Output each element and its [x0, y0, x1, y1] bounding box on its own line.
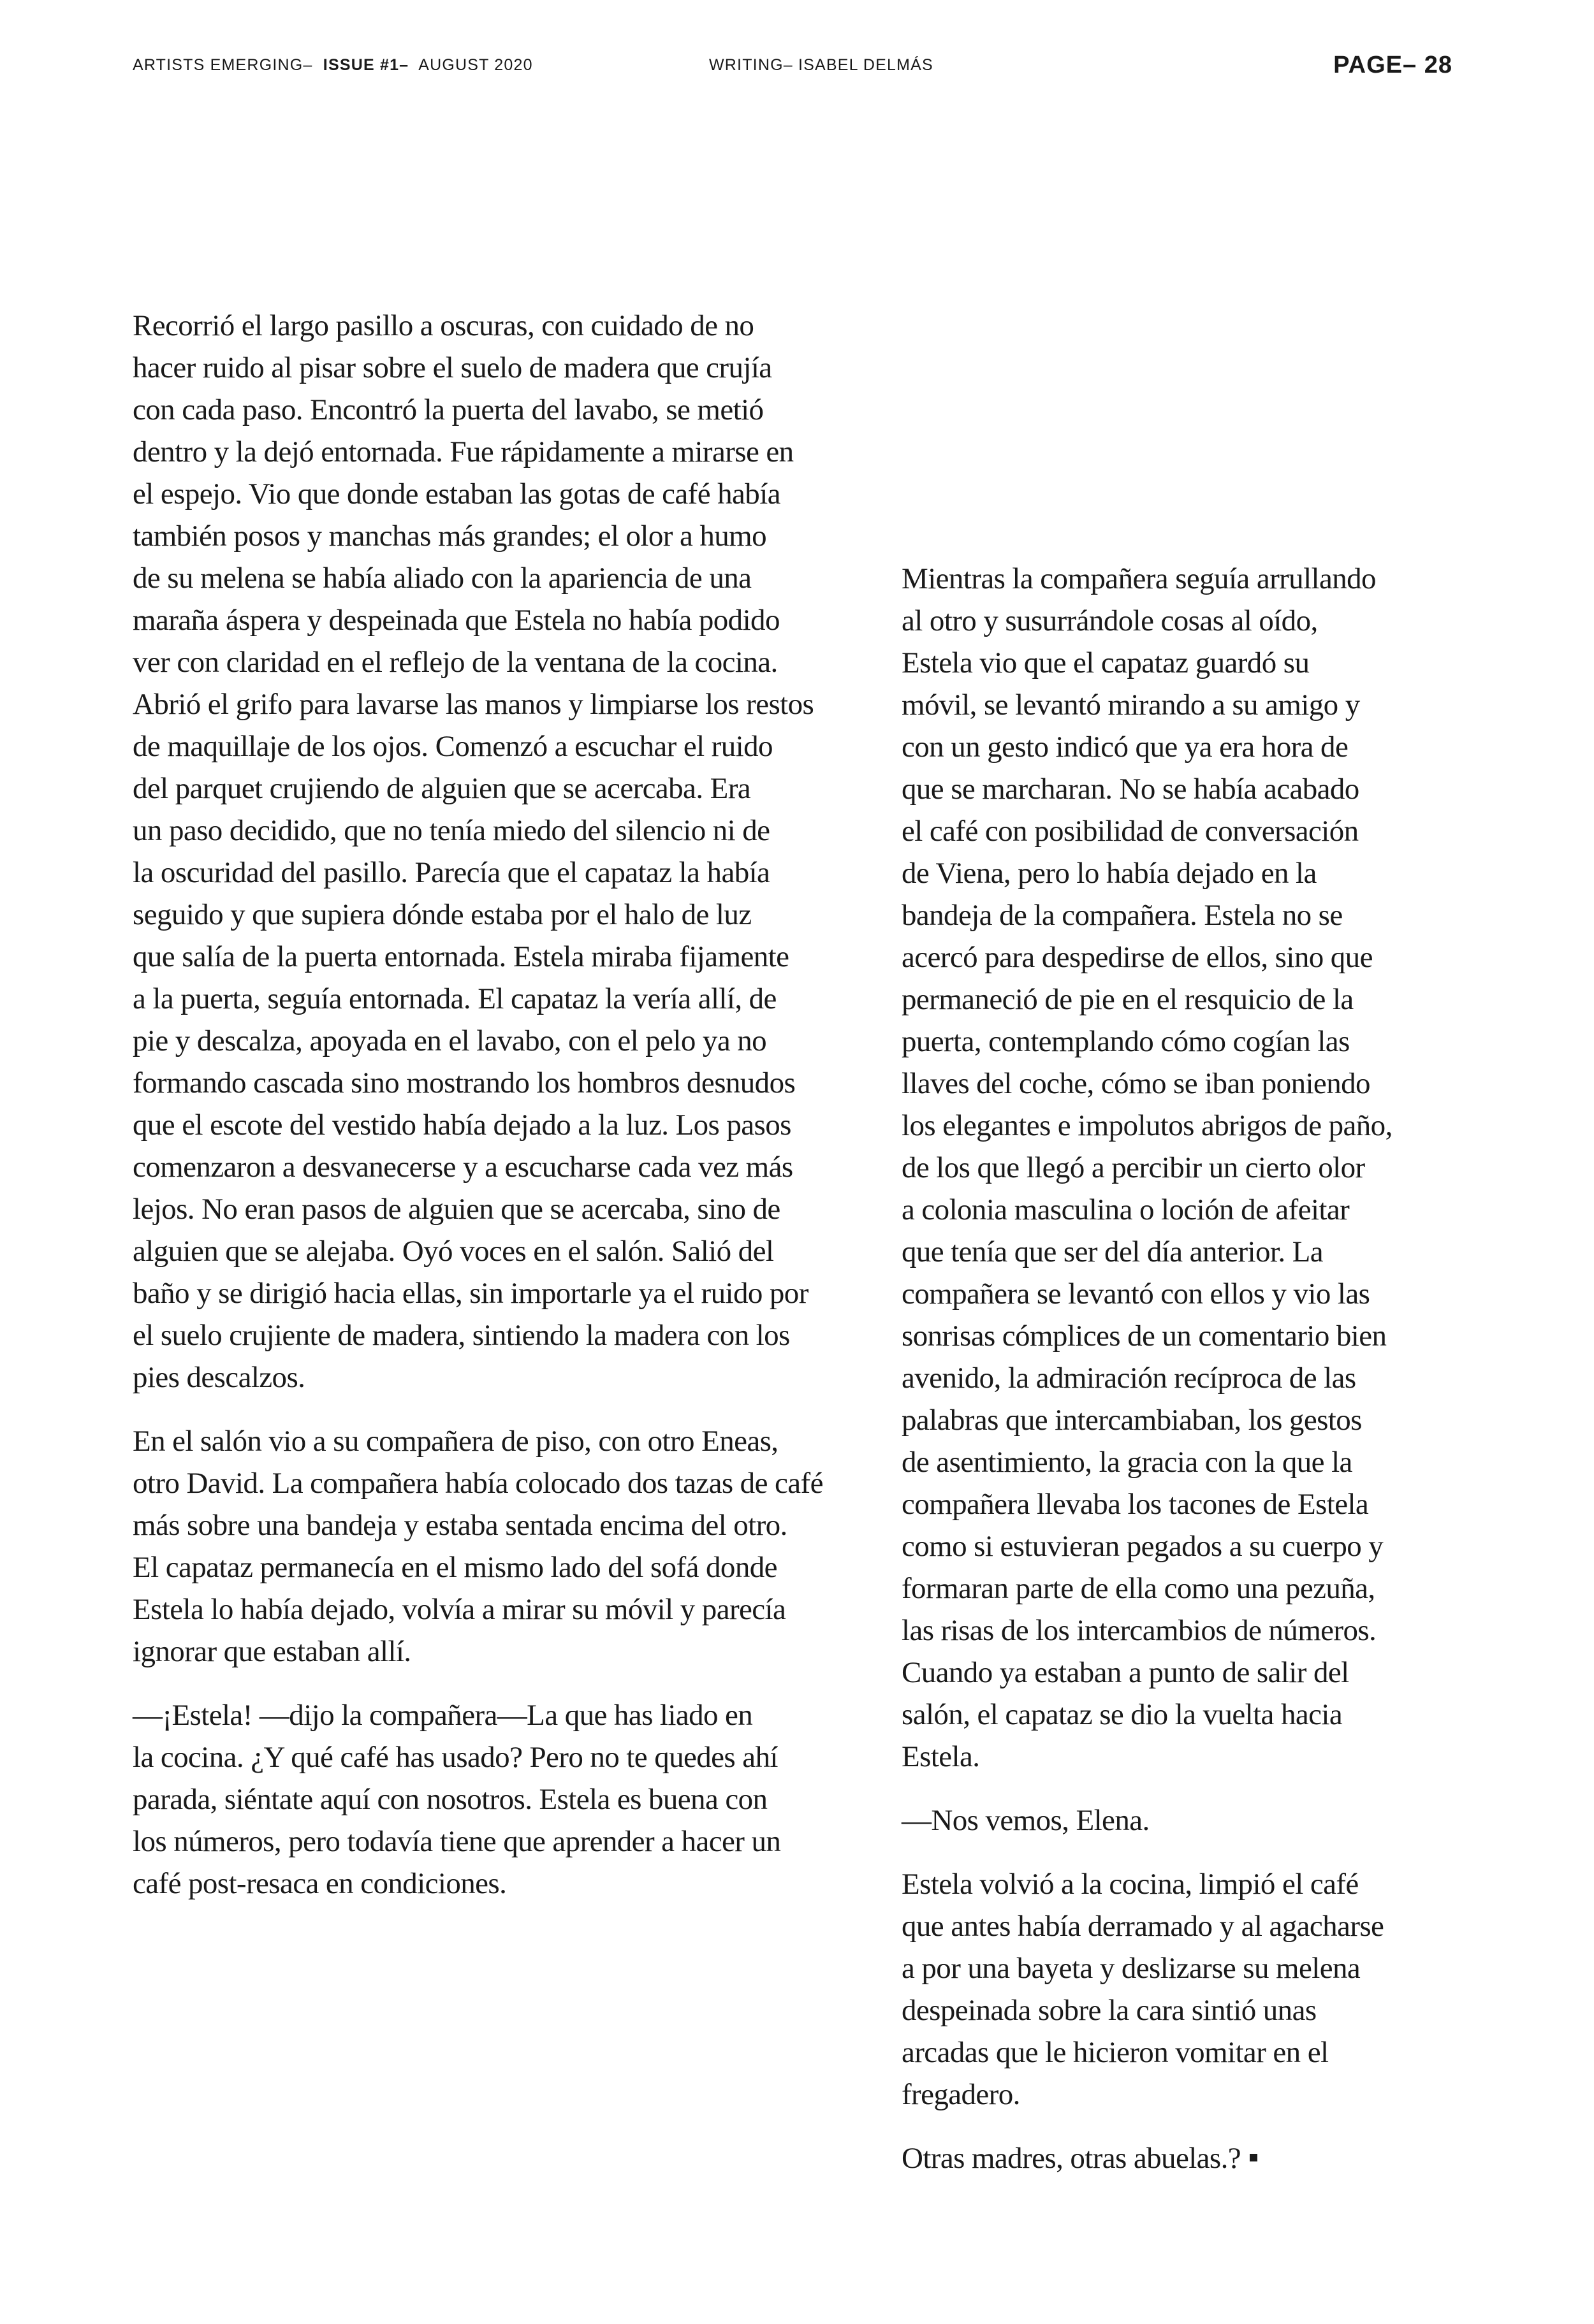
paragraph: —¡Estela! —dijo la compañera—La que has liado en la cocina. ¿Y qué café has usado? Pero no te quedes ahí parada, siéntate aquí con nosotros. Estela es buena con los números, pero todavía tiene que aprender a hacer un café post-resaca en condiciones. — [133, 1699, 781, 1900]
paragraph: Recorrió el largo pasillo a oscuras, con cuidado de no hacer ruido al pisar sobre el suelo de madera que crujía con cada paso. Encontró la puerta del lavabo, se metió dentro y la dejó entornada. Fue rápidamente a mirarse en el espejo. Vio que donde estaban las gotas de café había también posos y manchas más grandes; el olor a humo de su melena se había aliado con la apariencia de una maraña áspera y despeinada que Estela no había podido ver con claridad en el reflejo de la ventana de la cocina. Abrió el grifo para lavarse las manos y limpiarse los restos de maquillaje de los ojos. Comenzó a escuchar el ruido del parquet crujiendo de alguien que se acercaba. Era un paso decidido, que no tenía miedo del silencio ni de la oscuridad del pasillo. Parecía que el capataz la había seguido y que supiera dónde estaba por el halo de luz que salía de la puerta entornada. Estela miraba fijamente a la puerta, seguía entornada. El capataz la vería allí, de pie y descalza, apoyada en el lavabo, con el pelo ya no formando cascada sino mostrando los hombros desnudos que el escote del vestido había dejado a la luz. Los pasos comenzaron a desvanecerse y a escucharse cada vez más lejos. No eran pasos de alguien que se acercaba, sino de alguien que se alejaba. Oyó voces en el salón. Salió del baño y se dirigió hacia ellas, sin importarle ya el ruido por el suelo crujiente de madera, sintiendo la madera con los pies descalzos. — [133, 309, 814, 1394]
page-number: PAGE– 28 — [1333, 52, 1452, 78]
magazine-name: ARTISTS EMERGING– — [133, 56, 313, 74]
page-header — [0, 54, 1594, 92]
paragraph: —Nos vemos, Elena. — [902, 1804, 1150, 1837]
paragraph: Mientras la compañera seguía arrullando al otro y susurrándole cosas al oído, Estela vio que el capataz guardó su móvil, se levantó mirando a su amigo y con un gesto indicó que ya era hora de que se marcharan. No se había acabado el café con posibilidad de conversación de Viena, pero lo había dejado en la bandeja de la compañera. Estela no se acercó para despedirse de ellos, sino que permaneció de pie en el resquicio de la puerta, contemplando cómo cogían las llaves del coche, cómo se iban poniendo los elegantes e impolutos abrigos de paño, de los que llegó a percibir un cierto olor a colonia masculina o loción de afeitar que tenía que ser del día anterior. La compañera se levantó con ellos y vio las sonrisas cómplices de un comentario bien avenido, la admiración recíproca de las palabras que intercambiaban, los gestos de asentimiento, la gracia con la que la compañera llevaba los tacones de Estela como si estuvieran pegados a su cuerpo y formaran parte de ella como una pezuña, las risas de los intercambios de números. Cuando ya estaban a punto de salir del salón, el capataz se dio la vuelta hacia Estela. — [902, 562, 1393, 1773]
issue-number: ISSUE #1– — [323, 56, 409, 74]
issue-date: AUGUST 2020 — [418, 56, 533, 74]
paragraph: Estela volvió a la cocina, limpió el café que antes había derramado y al agacharse a por una bayeta y deslizarse su melena despeinada sobre la cara sintió unas arcadas que le hicieron vomitar en el fregadero. — [902, 1868, 1384, 2111]
end-of-article-mark — [1250, 2154, 1257, 2161]
closing-line: Otras madres, otras abuelas.? — [902, 2142, 1241, 2175]
closing-paragraph — [902, 2137, 1463, 2179]
section-author: WRITING– ISABEL DELMÁS — [709, 56, 933, 74]
left-column — [133, 305, 904, 1926]
right-column — [902, 558, 1463, 2201]
issue-info — [133, 54, 533, 76]
paragraph: En el salón vio a su compañera de piso, con otro Eneas, otro David. La compañera había colocado dos tazas de café más sobre una bandeja y estaba sentada encima del otro. El capataz permanecía en el mismo lado del sofá donde Estela lo había dejado, volvía a mirar su móvil y parecía ignorar que estaban allí. — [133, 1425, 823, 1668]
